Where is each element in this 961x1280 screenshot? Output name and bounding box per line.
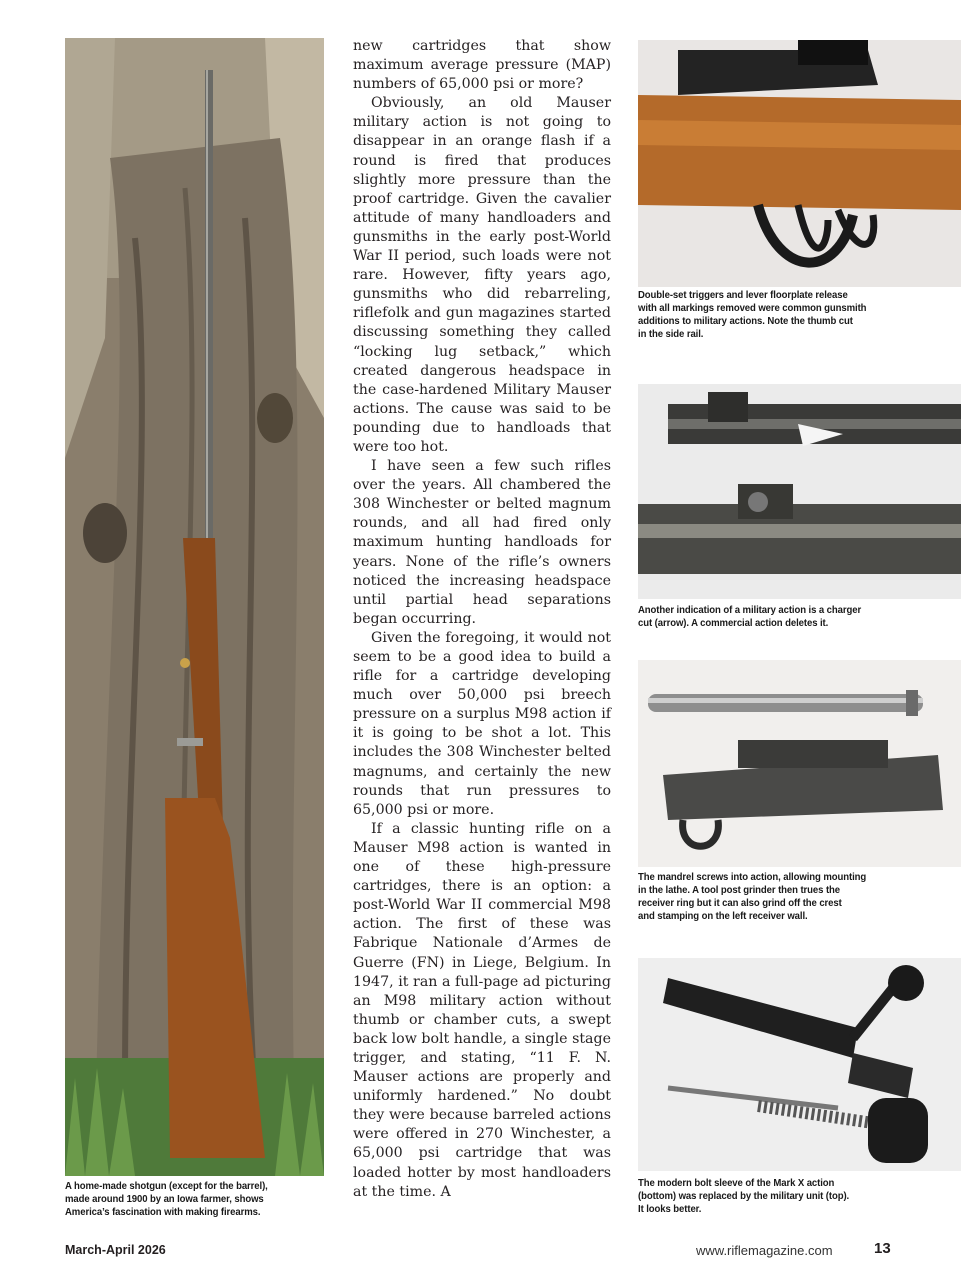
footer-url[interactable]: www.riflemagazine.com [696, 1243, 833, 1258]
caption-bolt: The modern bolt sleeve of the Mark X action (bottom) was replaced by the military unit (top). It looks better. [638, 1178, 850, 1215]
shotgun-photo [65, 38, 324, 1176]
paragraph: Given the foregoing, it would not seem to be a good idea to build a rifle for a cartridge developing much over 50,000 psi breech pressure on a surplus M98 action if it is going to be shot a lot. This includes the 308 Winchester belted magnums, and certainly the new rounds that run pressures to 65,000 psi or more. [353, 629, 611, 818]
paragraph: I have seen a few such rifles over the years. All chambered the 308 Winchester or belted magnum rounds, and all had fired only maximum hunting handloads for years. None of the rifle’s owners noticed the increasing headspace until partial head separations began occurring. [353, 458, 611, 627]
issue-date: March-April 2026 [65, 1243, 166, 1257]
paragraph: new cartridges that show maximum average pressure (MAP) numbers of 65,000 psi or more? [353, 38, 611, 93]
caption-shotgun: A home-made shotgun (except for the barrel), made around 1900 by an Iowa farmer, shows America’s fascination with making firearms. [65, 1181, 268, 1218]
mandrel-photo [638, 660, 961, 867]
caption-triggers: Double-set triggers and lever floorplate release with all markings removed were common gunsmith additions to military actions. Note the thumb cut in the side rail. [638, 290, 867, 340]
article-body [353, 37, 611, 1202]
bolt-sleeve-photo [638, 958, 961, 1171]
triggers-photo [638, 40, 961, 287]
paragraph: If a classic hunting rifle on a Mauser M98 action is wanted in one of these high-pressure cartridges, there is an option: a post-World War II commercial M98 action. The first of these was Fabrique Nationale d’Armes de Guerre (FN) in Liege, Belgium. In 1947, it ran a full-page ad picturing an M98 military action without thumb or chamber cuts, a swept back low bolt handle, a single stage trigger, and stating, “11 F. N. Mauser actions are properly and uniformly hardened.” No doubt they were because barreled actions were offered in 270 Winchester, a 65,000 psi cartridge that was loaded hotter by most handloaders at the time. A [353, 820, 611, 1200]
caption-charger: Another indication of a military action is a charger cut (arrow). A commercial action deletes it. [638, 605, 862, 629]
charger-cut-photo [638, 384, 961, 599]
page-number: 13 [874, 1240, 891, 1257]
caption-mandrel: The mandrel screws into action, allowing mounting in the lathe. A tool post grinder then trues the receiver ring but it can also grind off the crest and stamping on the left receiver wall. [638, 872, 867, 922]
paragraph: Obviously, an old Mauser military action is not going to disappear in an orange flash if a round is fired that produces slightly more pressure than the proof cartridge. Given the cavalier attitude of many handloaders and gunsmiths in the early post-World War II period, such loads were not rare. However, fifty years ago, gunsmiths who did rebarreling, riflefolk and gun magazines started discussing something they called “locking lug setback,” which created dangerous headspace in the case-hardened Military Mauser actions. The cause was said to be pounding due to handloads that were too hot. [353, 95, 611, 455]
